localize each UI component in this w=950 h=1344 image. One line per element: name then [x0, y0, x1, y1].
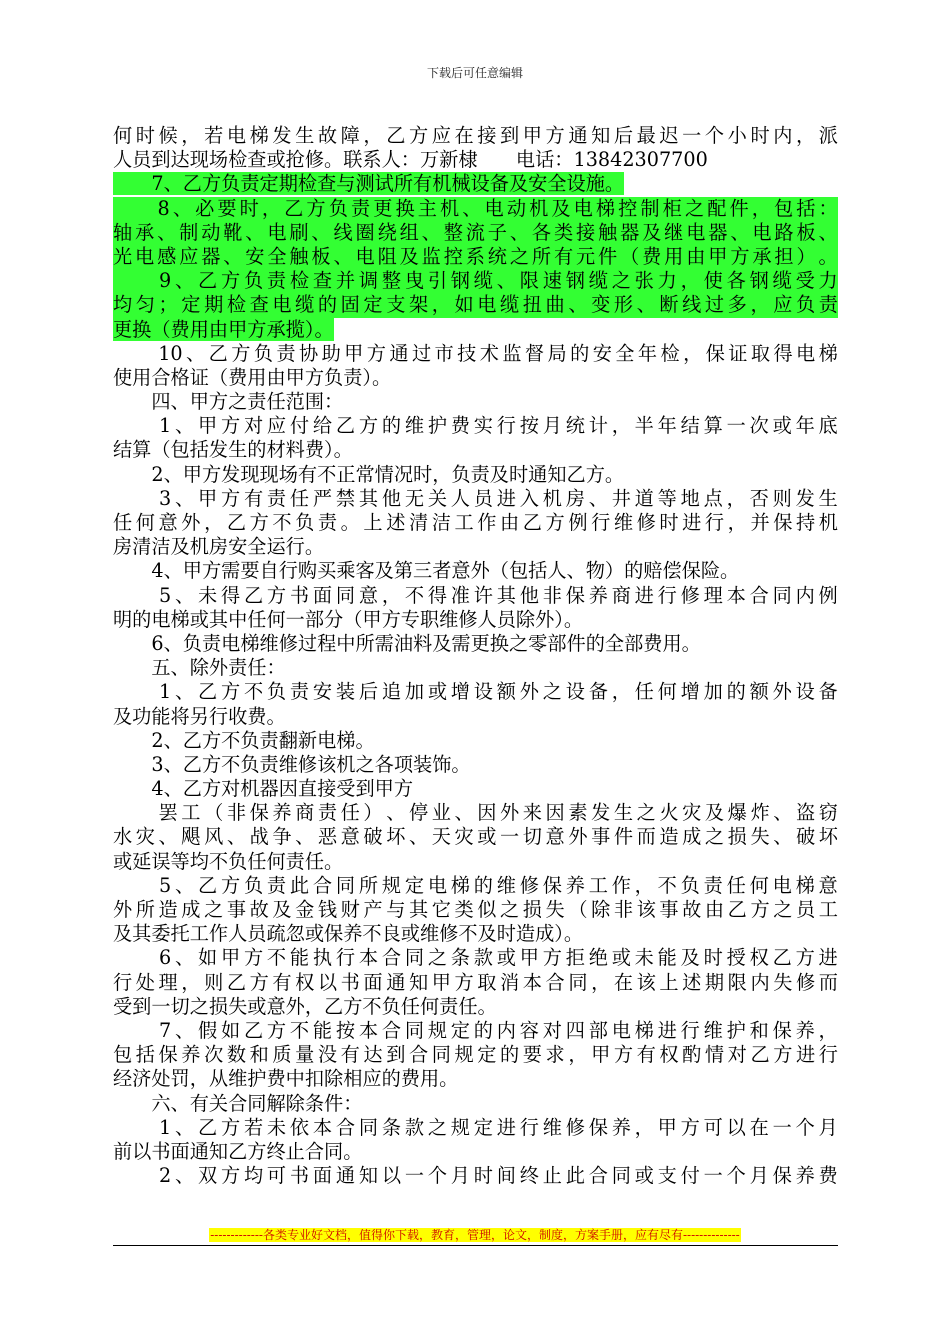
text-line-content: 及其委托工作人员疏忽或保养不良或维修不及时造成）。 — [113, 922, 584, 946]
text-line-content: 人员到达现场检查或抢修。联系人：万新棣 电话：13842307700 — [113, 148, 708, 172]
text-line — [113, 656, 838, 680]
text-line: 5 、 未 得 乙 方 书 面 同 意 ， 不 得 准 许 其 他 非 保 养 商 进 行 修 理 本 合 同 内 例 — [158, 583, 838, 607]
text-line — [113, 995, 838, 1019]
text-line — [113, 608, 838, 632]
page-header: 下载后可任意编辑 — [426, 66, 523, 80]
text-line: 轴 承 、 制 动 靴 、 电 刷 、 线 圈 绕 组 、 整 流 子 、 各 类 接 触 器 及 继 电 器 、 电 路 板 、 — [113, 220, 838, 244]
text-line-content: 4、乙方对机器因直接受到甲方 — [113, 777, 414, 801]
text-line: 1 、 乙 方 不 负 责 安 装 后 追 加 或 增 设 额 外 之 设 备 ， 任 何 增 加 的 额 外 设 备 — [158, 680, 838, 704]
text-line: 2 、 双 方 均 可 书 面 通 知 以 一 个 月 时 间 终 止 此 合 同 或 支 付 一 个 月 保 养 费 — [158, 1164, 838, 1188]
text-line-content: 或延误等均不负任何责任。 — [113, 849, 344, 873]
text-line — [113, 438, 838, 462]
text-line-content: 经济处罚，从维护费中扣除相应的费用。 — [113, 1067, 459, 1091]
text-line — [113, 753, 838, 777]
text-line-content: 六、有关合同解除条件： — [113, 1091, 363, 1115]
text-line-content: 4、甲方需要自行购买乘客及第三者意外（包括人、物）的赔偿保险。 — [113, 559, 740, 583]
text-line-content: 2、甲方发现现场有不正常情况时，负责及时通知乙方。 — [113, 462, 625, 486]
text-line: 1 、 甲 方 对 应 付 给 乙 方 的 维 护 费 实 行 按 月 统 计 ， 半 年 结 算 一 次 或 年 底 — [158, 414, 838, 438]
text-line — [113, 1092, 838, 1116]
text-line: 5 、 乙 方 负 责 此 合 同 所 规 定 电 梯 的 维 修 保 养 工 作 ， 不 负 责 任 何 电 梯 意 — [158, 873, 838, 897]
text-line-content: 五、除外责任： — [113, 656, 286, 680]
text-line-content: 四、甲方之责任范围： — [113, 390, 344, 414]
text-line — [113, 729, 838, 753]
text-line-content: 及功能将另行收费。 — [113, 704, 286, 728]
text-line-content: 使用合格证（费用由甲方负责）。 — [113, 365, 392, 389]
text-line-content: 前以书面通知乙方终止合同。 — [113, 1139, 363, 1163]
text-line — [113, 463, 838, 487]
text-line: 10 、 乙 方 负 责 协 助 甲 方 通 过 市 技 术 监 督 局 的 安 全 年 检 ， 保 证 取 得 电 梯 — [158, 341, 838, 365]
document-body — [113, 124, 838, 1188]
text-line — [113, 148, 838, 172]
text-line-content: 结算（包括发生的材料费）。 — [113, 438, 353, 462]
text-line-content: 2、乙方不负责翻新电梯。 — [113, 728, 375, 752]
text-line — [113, 390, 838, 414]
text-line-content: 更换（费用由甲方承揽）。 — [113, 317, 334, 341]
text-line — [113, 318, 838, 342]
text-line — [113, 922, 838, 946]
text-line: 何 时 候 ， 若 电 梯 发 生 故 障 ， 乙 方 应 在 接 到 甲 方 通 知 后 最 迟 一 个 小 时 内 ， 派 — [113, 124, 838, 147]
text-line-content: 3、乙方不负责维修该机之各项装饰。 — [113, 752, 471, 776]
text-line: 6 、 如 甲 方 不 能 执 行 本 合 同 之 条 款 或 甲 方 拒 绝 或 未 能 及 时 授 权 乙 方 进 — [158, 946, 838, 970]
text-line — [113, 850, 838, 874]
text-line-content: 明的电梯或其中任何一部分（甲方专职维修人员除外）。 — [113, 607, 584, 631]
text-line-content: 房清洁及机房安全运行。 — [113, 535, 325, 559]
text-line — [113, 632, 838, 656]
text-line: 罢 工 （ 非 保 养 商 责 任 ） 、 停 业 、 因 外 来 因 素 发 生 之 火 灾 及 爆 炸 、 盗 窃 — [158, 801, 838, 825]
text-line: 外 所 造 成 之 事 故 及 金 钱 财 产 与 其 它 类 似 之 损 失 （ 除 非 该 事 故 由 乙 方 之 员 工 — [113, 898, 838, 921]
text-line — [113, 559, 838, 583]
text-line — [113, 1067, 838, 1091]
text-line: 任 何 意 外 ， 乙 方 不 负 责 。 上 述 清 洁 工 作 由 乙 方 例 行 维 修 时 进 行 ， 并 保 持 机 — [113, 511, 838, 534]
text-line: 均 匀 ； 定 期 检 查 电 缆 的 固 定 支 架 ， 如 电 缆 扭 曲 、 变 形 、 断 线 过 多 ， 应 负 责 — [113, 293, 838, 317]
text-line: 9 、 乙 方 负 责 检 查 并 调 整 曳 引 钢 缆 、 限 速 钢 缆 之 张 力 ， 使 各 钢 缆 受 力 — [113, 269, 838, 293]
text-line — [113, 172, 838, 196]
text-line — [113, 535, 838, 559]
text-line-content: 受到一切之损失或意外，乙方不负任何责任。 — [113, 994, 497, 1018]
text-line — [113, 777, 838, 801]
text-line — [113, 1140, 838, 1164]
text-line-content: 6、负责电梯维修过程中所需油料及需更换之零部件的全部费用。 — [113, 631, 701, 655]
footer-divider — [113, 1245, 838, 1246]
text-line-content: 7、乙方负责定期检查与测试所有机械设备及安全设施。 — [113, 172, 625, 196]
text-line — [113, 705, 838, 729]
text-line: 7 、 假 如 乙 方 不 能 按 本 合 同 规 定 的 内 容 对 四 部 电 梯 进 行 维 护 和 保 养 ， — [158, 1018, 838, 1042]
page-footer — [0, 1226, 950, 1243]
text-line: 8 、 必 要 时 ， 乙 方 负 责 更 换 主 机 、 电 动 机 及 电 梯 控 制 柜 之 配 件 ， 包 括 ： — [113, 197, 838, 221]
text-line: 光 电 感 应 器 、 安 全 触 板 、 电 阻 及 监 控 系 统 之 所 有 元 件 （ 费 用 由 甲 方 承 担 ） 。 — [113, 244, 838, 268]
text-line: 包 括 保 养 次 数 和 质 量 没 有 达 到 合 同 规 定 的 要 求 ， 甲 方 有 权 酌 情 对 乙 方 进 行 — [113, 1043, 838, 1067]
text-line: 3 、 甲 方 有 责 任 严 禁 其 他 无 关 人 员 进 入 机 房 、 井 道 等 地 点 ， 否 则 发 生 — [158, 486, 838, 510]
text-line: 水 灾 、 飓 风 、 战 争 、 恶 意 破 坏 、 天 灾 或 一 切 意 外 事 件 而 造 成 之 损 失 、 破 坏 — [113, 825, 838, 849]
footer-banner: -------------各类专业好文档，值得你下载，教育，管理，论文，制度，方案手册，应有尽有-------------- — [210, 1228, 740, 1242]
text-line — [113, 366, 838, 390]
text-line: 行 处 理 ， 则 乙 方 有 权 以 书 面 通 知 甲 方 取 消 本 合 同 ， 在 该 上 述 期 限 内 失 修 而 — [113, 970, 838, 994]
text-line: 1 、 乙 方 若 未 依 本 合 同 条 款 之 规 定 进 行 维 修 保 养 ， 甲 方 可 以 在 一 个 月 — [158, 1115, 838, 1139]
